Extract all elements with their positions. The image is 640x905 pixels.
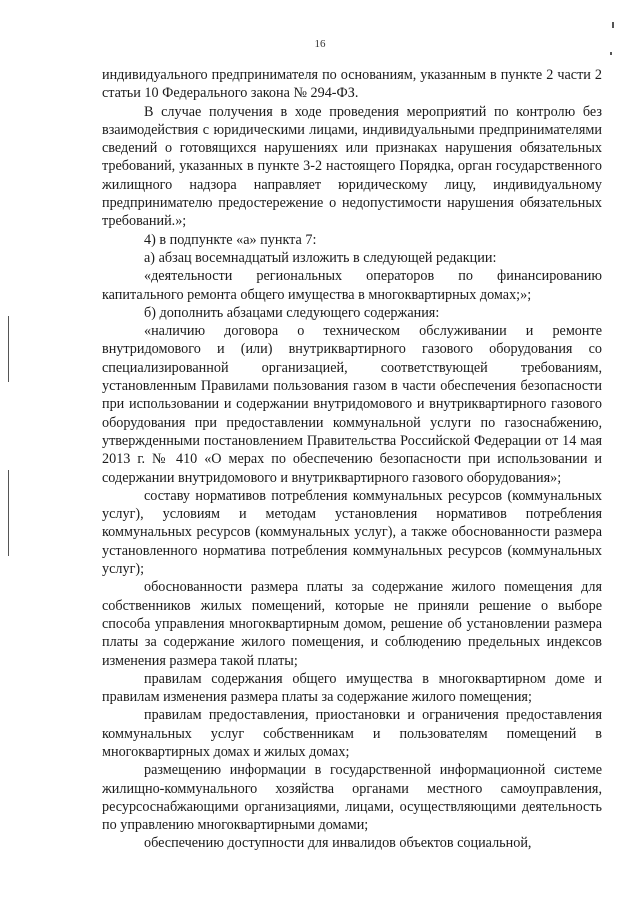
paragraph: «деятельности региональных операторов по финансированию капитального ремонта общего имущества в многоквартирных домах;»; <box>102 268 602 303</box>
paragraph: правилам предоставления, приостановки и ограничения предоставления коммунальных услуг собственникам и пользователям помещений в многоквартирных домах и жилых домах; <box>102 707 602 760</box>
paragraph: обоснованности размера платы за содержание жилого помещения для собственников жилых помещений, которые не приняли решение о выборе способа управления многоквартирным домом, решение об установлении размера платы за содержание жилого помещения, и соблюдению предельных индексов изменения размера такой платы; <box>102 579 602 669</box>
paragraph: размещению информации в государственной информационной системе жилищно-коммунального хозяйства органами местного самоуправления, ресурсоснабжающими организациями, лицами, осуществляющими деятельность по управлению многоквартирными домами; <box>102 762 602 834</box>
paragraph: «наличию договора о техническом обслуживании и ремонте внутридомового и (или) внутриквартирного газового оборудования со специализированной организацией, соответствующей требованиям, установленным Правилами пользования газом в части обеспечения безопасности при использовании и содержании внутридомового и внутриквартирного газового оборудования при предоставлении коммунальной услуги по газоснабжению, утвержденными постановлением Правительства Российской Федерации от 14 мая 2013 г. № 410 «О мерах по обеспечению безопасности при использовании и содержании внутридомового и внутриквартирного газового оборудования»; <box>102 323 602 486</box>
paragraph: а) абзац восемнадцатый изложить в следующей редакции: <box>144 249 497 266</box>
paragraph: составу нормативов потребления коммунальных ресурсов (коммунальных услуг), условиям и методам установления нормативов потребления коммунальных ресурсов (коммунальных услуг), а также обоснованности размера установленного норматива потребления коммунальных ресурсов (коммунальных услуг); <box>102 487 602 578</box>
scan-mark-left-edge-2 <box>8 470 9 556</box>
paragraph: правилам содержания общего имущества в многоквартирном доме и правилам изменения размера платы за содержание жилого помещения; <box>102 670 602 706</box>
paragraph: б) дополнить абзацами следующего содержания: <box>144 304 440 321</box>
scan-mark-left-edge <box>8 316 9 382</box>
scan-mark-top-right <box>612 22 614 28</box>
paragraph: обеспечению доступности для инвалидов объектов социальной, <box>144 835 532 852</box>
document-body <box>102 66 602 853</box>
paragraph: индивидуального предпринимателя по основаниям, указанным в пункте 2 части 2 статьи 10 Федерального закона № 294-ФЗ. <box>102 67 602 102</box>
paragraph: В случае получения в ходе проведения мероприятий по контролю без взаимодействия с юридическими лицами, индивидуальными предпринимателями сведений о готовящихся нарушениях или признаках нарушения обязательных требований, указанных в пункте 3-2 настоящего Порядка, орган государственного жилищного надзора направляет юридическому лицу, индивидуальному предпринимателю предостережение о недопустимости нарушения обязательных требований.»; <box>102 103 602 230</box>
scan-mark-top-right-2 <box>610 52 612 55</box>
page-number: 16 <box>314 38 326 50</box>
paragraph: 4) в подпункте «а» пункта 7: <box>144 231 317 248</box>
